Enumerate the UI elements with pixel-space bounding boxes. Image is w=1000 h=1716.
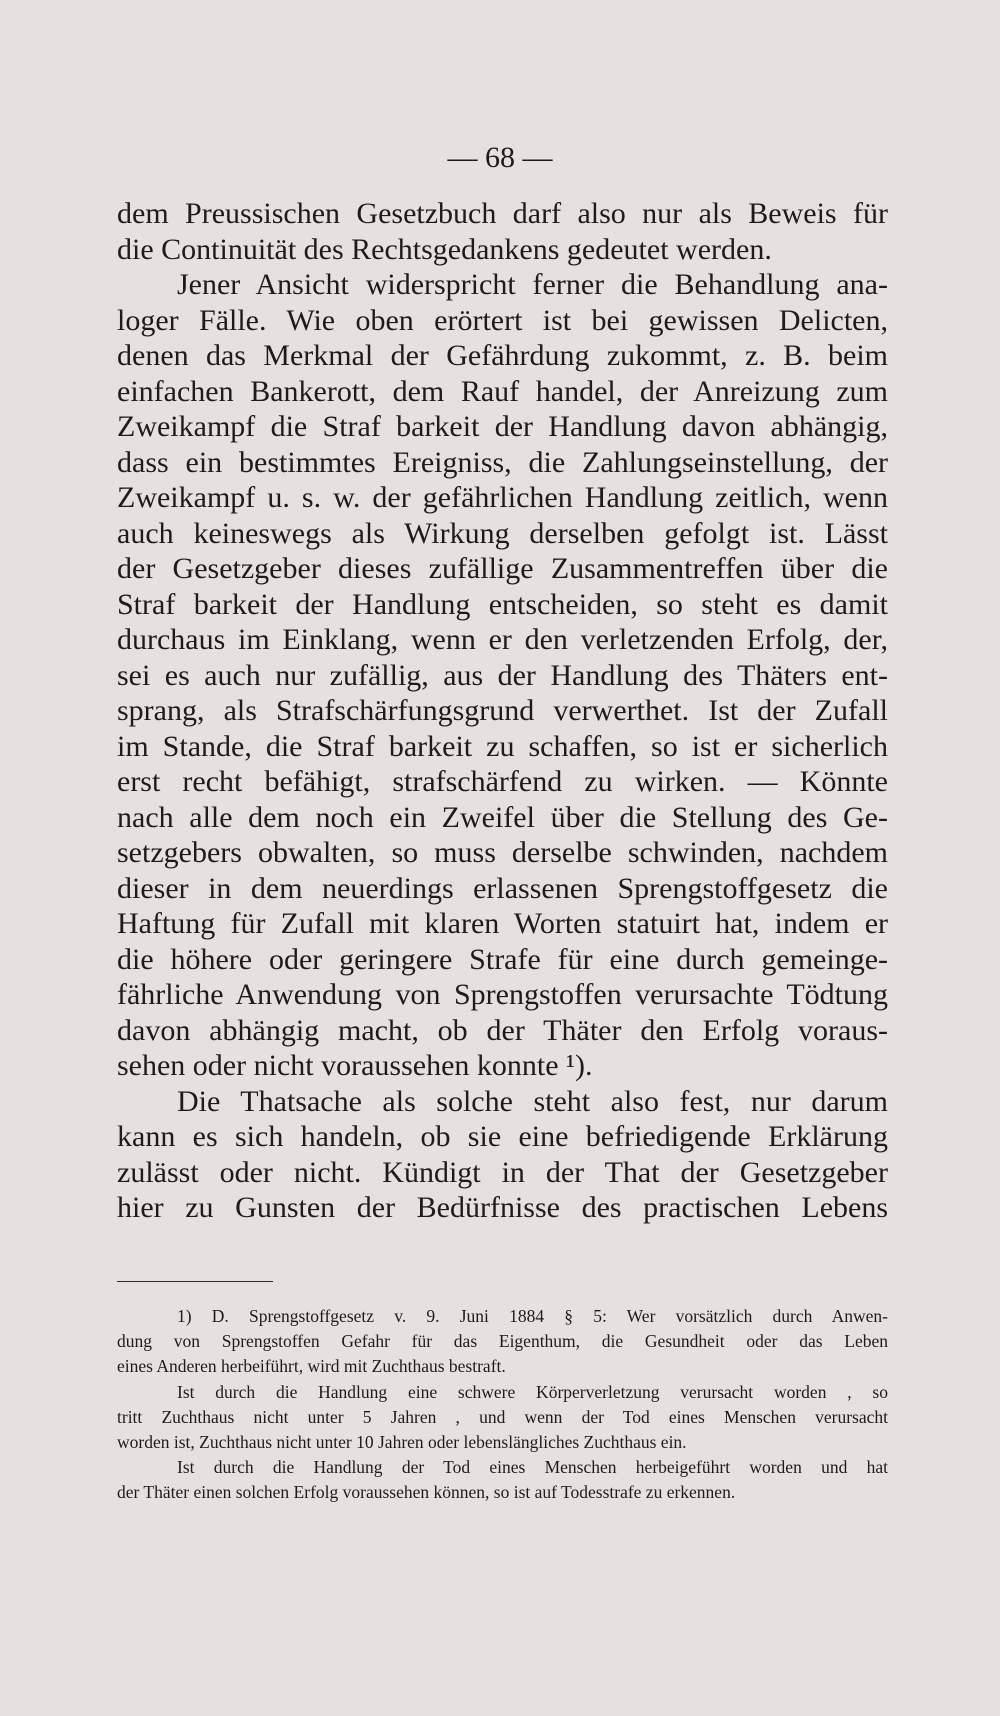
text-line: die Continuität des Rechtsgedankens gedeutet werden. bbox=[117, 232, 772, 266]
footnote-line: tritt Zuchthaus nicht unter 5 Jahren , und wenn der Tod eines Menschen verursacht bbox=[117, 1406, 888, 1427]
footnote-line: der Thäter einen solchen Erfolg voraussehen können, so ist auf Todesstrafe zu erkennen. bbox=[117, 1482, 736, 1502]
text-line: nach alle dem noch ein Zweifel über die Stellung des Ge- bbox=[117, 800, 888, 834]
text-line: erst recht befähigt, strafschärfend zu wirken. — Könnte bbox=[117, 765, 888, 798]
footnote-line: 1) D. Sprengstoffgesetz v. 9. Juni 1884 § 5: Wer vorsätzlich durch Anwen- bbox=[177, 1306, 888, 1326]
text-line: Zweikampf u. s. w. der gefährlichen Handlung zeitlich, wenn bbox=[117, 481, 888, 514]
footnote-line: dung von Sprengstoffen Gefahr für das Eigenthum, die Gesundheit oder das Leben bbox=[117, 1331, 888, 1351]
footnote-line: eines Anderen herbeiführt, wird mit Zuchthaus bestraft. bbox=[117, 1356, 506, 1376]
text-line: loger Fälle. Wie oben erörtert ist bei gewissen Delicten, bbox=[117, 303, 888, 337]
text-line: einfachen Bankerott, dem Rauf handel, der Anreizung zum bbox=[117, 374, 888, 408]
footnotes bbox=[117, 1304, 888, 1505]
footnote-separator bbox=[117, 1281, 273, 1282]
footnote-line: Ist durch die Handlung der Tod eines Menschen herbeigeführt worden und hat bbox=[177, 1457, 888, 1477]
body-text bbox=[117, 196, 888, 1226]
text-line: kann es sich handeln, ob sie eine befriedigende Erklärung bbox=[117, 1120, 888, 1153]
text-line: sprang, als Strafschärfungsgrund verwerthet. Ist der Zufall bbox=[117, 694, 888, 727]
footnote-line: Ist durch die Handlung eine schwere Körperverletzung verursacht worden , so bbox=[177, 1381, 888, 1402]
footnote-line: worden ist, Zuchthaus nicht unter 10 Jahren oder lebenslängliches Zuchthaus ein. bbox=[117, 1431, 687, 1452]
text-line: dieser in dem neuerdings erlassenen Sprengstoffgesetz die bbox=[117, 871, 888, 905]
text-line: sehen oder nicht voraussehen konnte ¹). bbox=[117, 1049, 593, 1082]
text-line: Die Thatsache als solche steht also fest, nur darum bbox=[177, 1084, 888, 1118]
text-line: setzgebers obwalten, so muss derselbe schwinden, nachdem bbox=[117, 836, 888, 869]
text-line: zulässt oder nicht. Kündigt in der That der Gesetzgeber bbox=[117, 1155, 888, 1189]
text-line: davon abhängig macht, ob der Thäter den Erfolg voraus- bbox=[117, 1013, 888, 1047]
text-line: sei es auch nur zufällig, aus der Handlung des Thäters ent- bbox=[117, 658, 888, 692]
text-line: Zweikampf die Straf barkeit der Handlung davon abhängig, bbox=[117, 410, 888, 443]
text-line: im Stande, die Straf barkeit zu schaffen, so ist er sicherlich bbox=[117, 729, 888, 763]
text-line: Jener Ansicht widerspricht ferner die Behandlung ana- bbox=[177, 268, 888, 301]
text-line: Haftung für Zufall mit klaren Worten statuirt hat, indem er bbox=[117, 907, 888, 940]
text-line: denen das Merkmal der Gefährdung zukommt, z. B. beim bbox=[117, 339, 888, 372]
text-line: dem Preussischen Gesetzbuch darf also nur als Beweis für bbox=[117, 197, 888, 230]
text-line: die höhere oder geringere Strafe für eine durch gemeinge- bbox=[117, 942, 888, 976]
text-line: Straf barkeit der Handlung entscheiden, so steht es damit bbox=[117, 587, 888, 621]
text-line: fährliche Anwendung von Sprengstoffen verursachte Tödtung bbox=[117, 978, 888, 1011]
text-line: durchaus im Einklang, wenn er den verletzenden Erfolg, der, bbox=[117, 623, 888, 656]
page-number: — 68 — bbox=[447, 141, 553, 174]
text-line: der Gesetzgeber dieses zufällige Zusammentreffen über die bbox=[117, 552, 888, 585]
text-line: dass ein bestimmtes Ereigniss, die Zahlungseinstellung, der bbox=[117, 445, 888, 479]
text-line: hier zu Gunsten der Bedürfnisse des practischen Lebens bbox=[117, 1191, 888, 1224]
text-line: auch keineswegs als Wirkung derselben gefolgt ist. Lässt bbox=[117, 516, 888, 550]
